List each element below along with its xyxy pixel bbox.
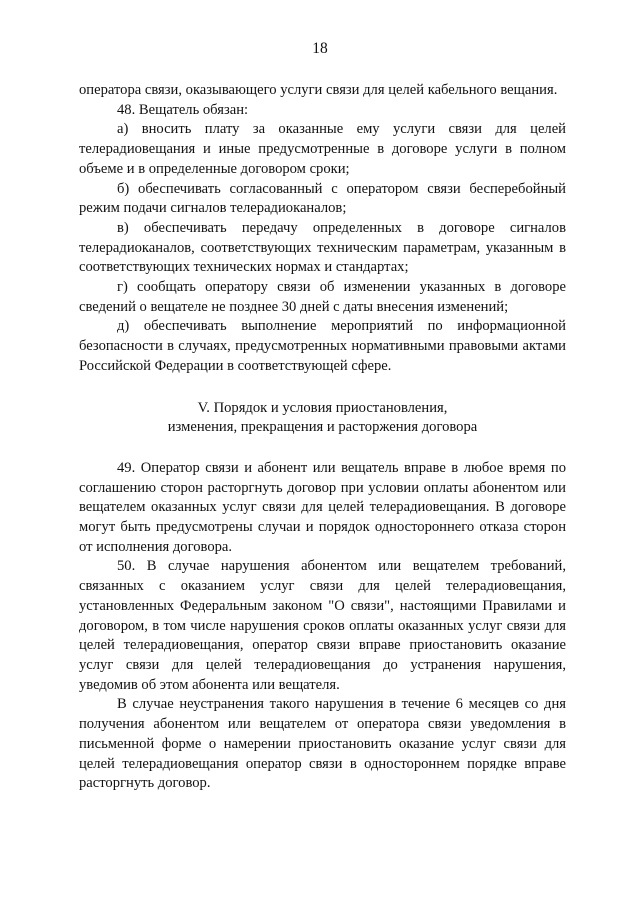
section-heading-line-1: V. Порядок и условия приостановления, — [197, 399, 448, 416]
paragraph-clause-48-v: в) обеспечивать передачу определенных в договоре сигналов телерадиоканалов, соответствующих техническим параметрам, указанным в соответствующих технических нормах и стандартах; — [79, 219, 566, 276]
document-body — [79, 81, 566, 794]
paragraph-clause-49: 49. Оператор связи и абонент или вещатель вправе в любое время по соглашению сторон расторгнуть договор при условии оплаты абонентом или вещателем оказанных услуг связи для целей телерадиовещания. В договоре могут быть предусмотрены случаи и порядок одностороннего отказа сторон от исполнения договора. — [79, 459, 566, 555]
paragraph-clause-48: 48. Вещатель обязан: — [117, 101, 249, 118]
section-heading — [79, 399, 566, 438]
paragraph-clause-50-continued: В случае неустранения такого нарушения в течение 6 месяцев со дня получения абонентом или вещателем от оператора связи уведомления в письменной форме о намерении приостановить оказание услуг связи для целей телерадиовещания оператор связи в одностороннем порядке вправе расторгнуть договор. — [79, 696, 566, 792]
paragraph-clause-48-d: д) обеспечивать выполнение мероприятий по информационной безопасности в случаях, предусмотренных нормативными правовыми актами Российской Федерации в соответствующей сфере. — [79, 318, 566, 374]
paragraph-continuation: оператора связи, оказывающего услуги связи для целей кабельного вещания. — [79, 82, 558, 98]
paragraph-clause-48-a: а) вносить плату за оказанные ему услуги связи для целей телерадиовещания и иные предусмотренные в договоре услуги в полном объеме и в определенные договором сроки; — [79, 121, 566, 177]
page-number: 18 — [312, 40, 328, 57]
paragraph-clause-50: 50. В случае нарушения абонентом или вещателем требований, связанных с оказанием услуг связи для целей телерадиовещания, установленных Федеральным законом "О связи", настоящими Правилами и договором, в том числе нарушения сроков оплаты оказанных услуг связи для целей телерадиовещания, оператор связи вправе приостановить оказание услуг связи для целей телерадиовещания до устранения нарушения, уведомив об этом абонента или вещателя. — [79, 558, 566, 693]
section-heading-line-2: изменения, прекращения и расторжения договора — [167, 419, 478, 436]
paragraph-clause-48-g: г) сообщать оператору связи об изменении указанных в договоре сведений о вещателе не позднее 30 дней с даты внесения изменений; — [79, 279, 566, 315]
paragraph-clause-48-b: б) обеспечивать согласованный с оператором связи бесперебойный режим подачи сигналов телерадиоканалов; — [79, 180, 566, 217]
